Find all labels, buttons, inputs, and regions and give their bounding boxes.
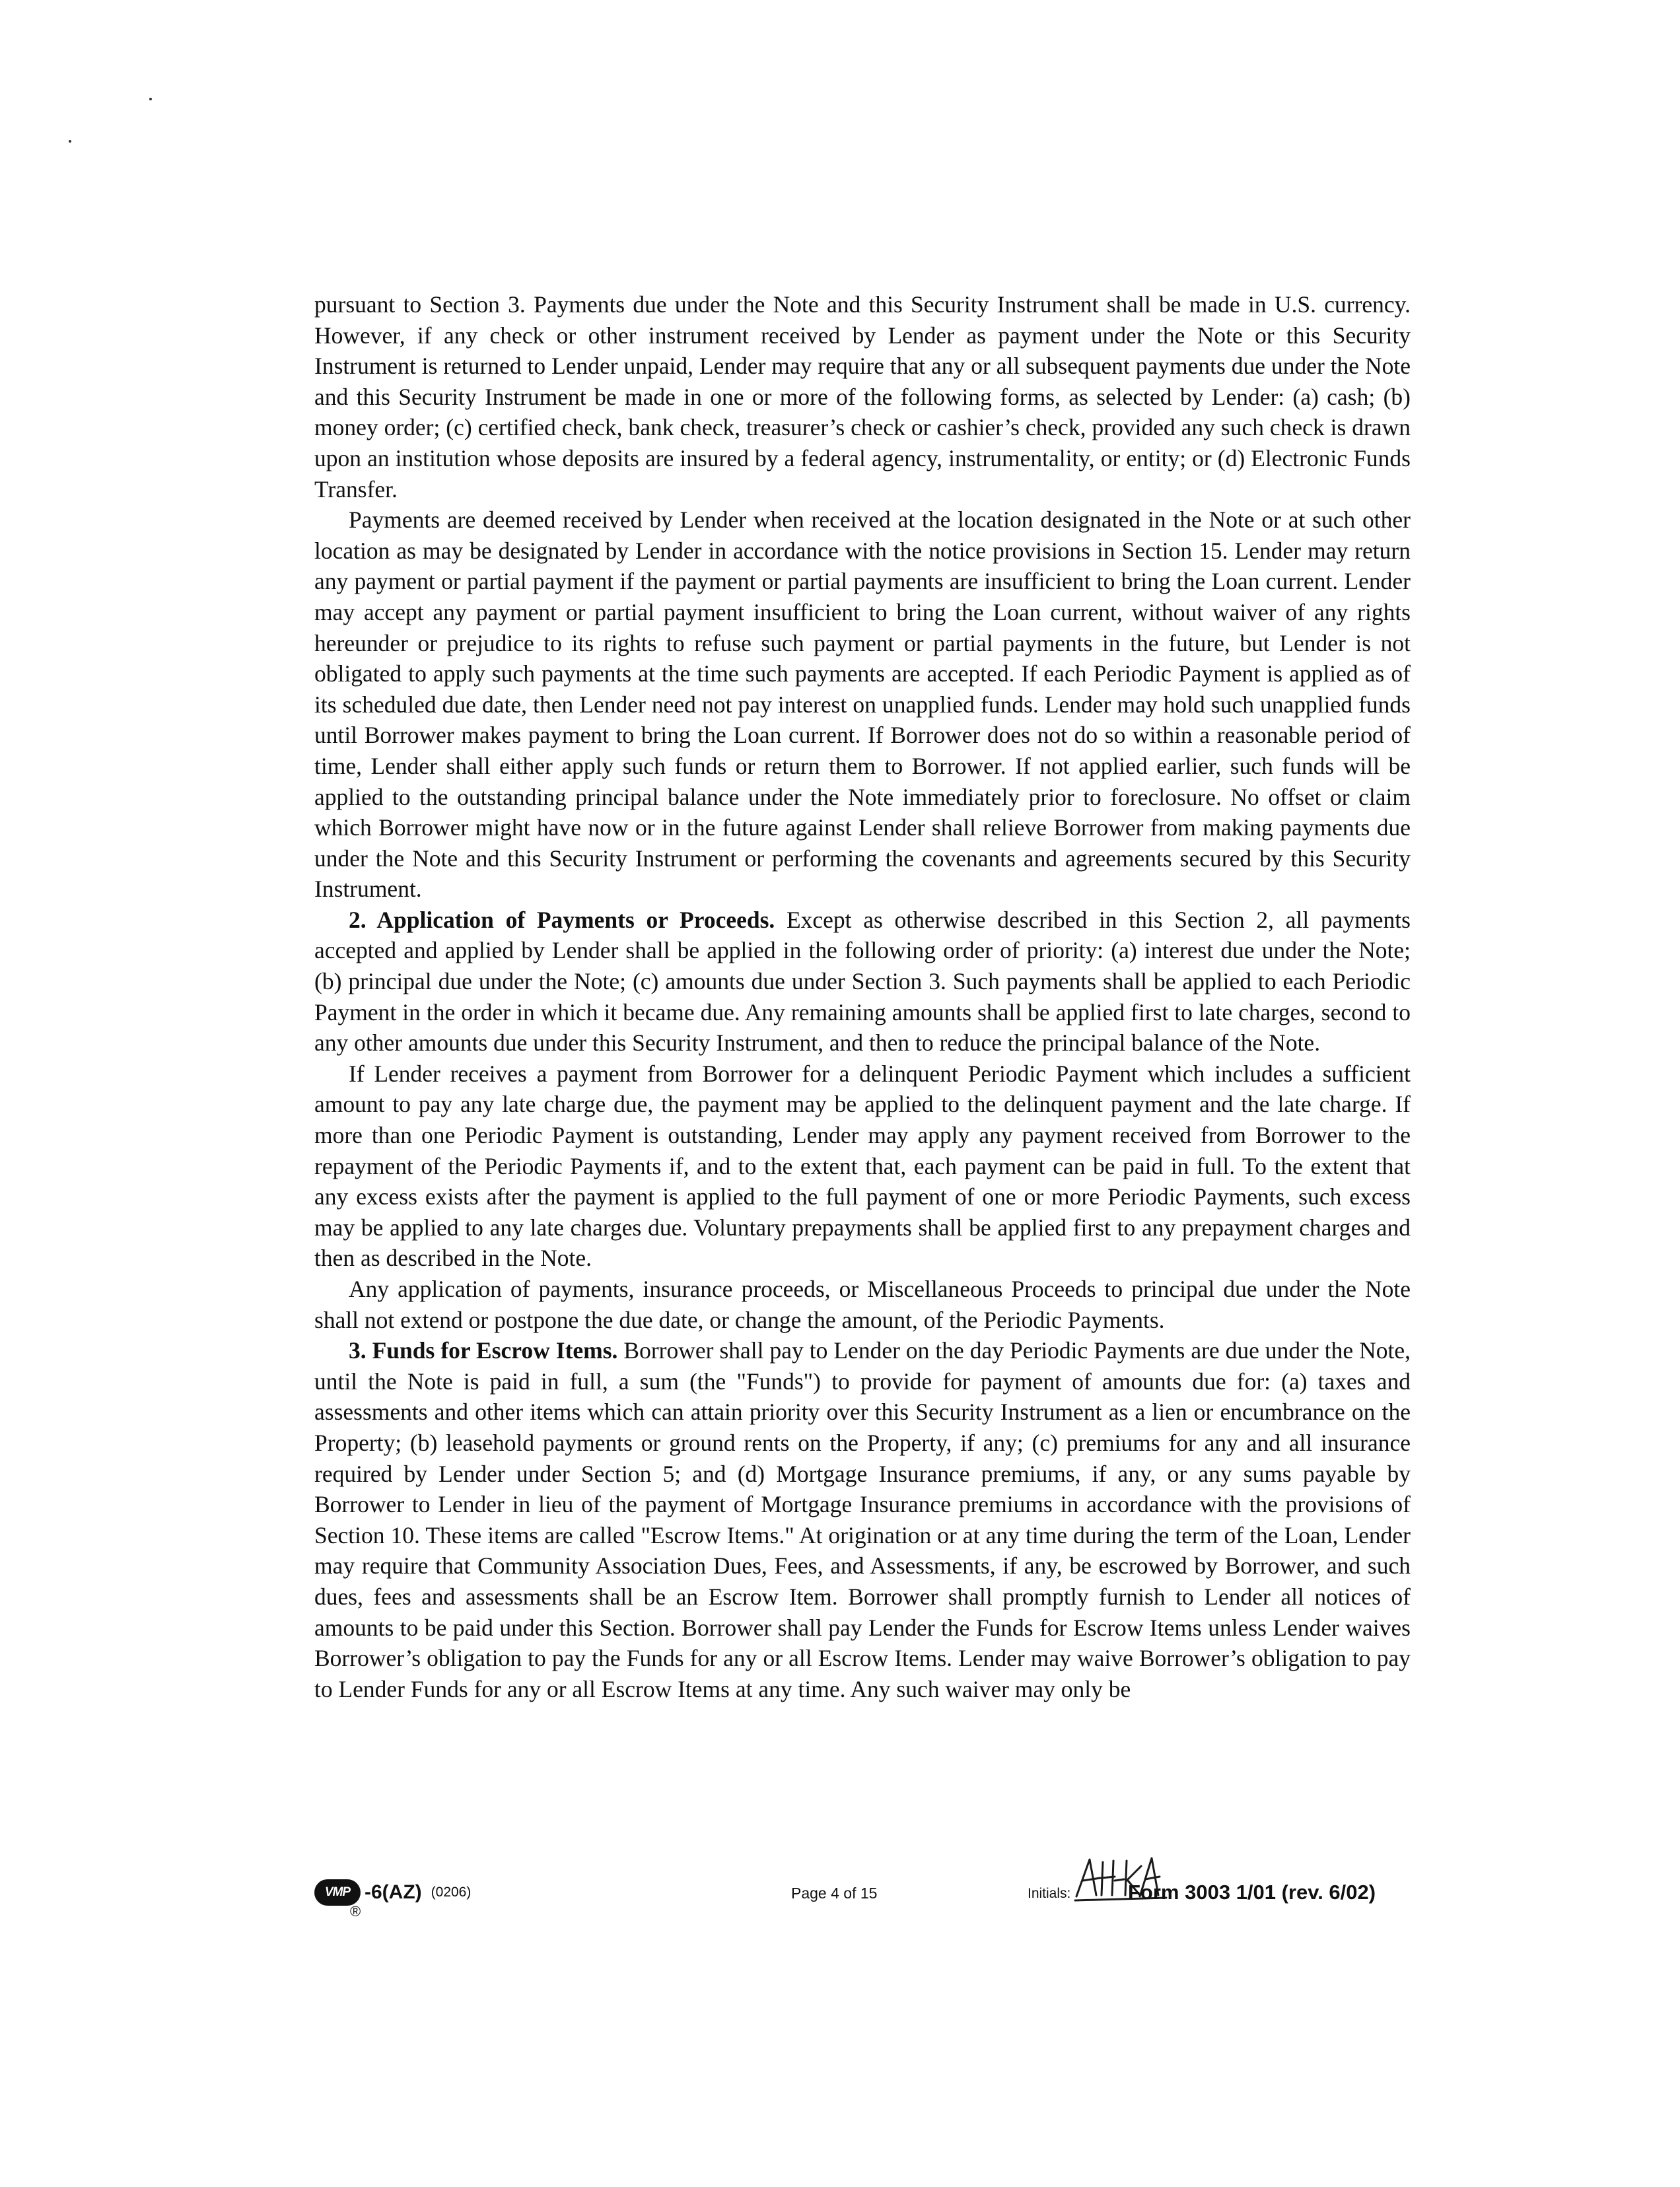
section-heading: 2. Application of Payments or Proceeds. bbox=[349, 906, 775, 933]
paragraph-text: Except as otherwise described in this Section 2, all payments accepted and applied by Lender shall be applied in the following order of priority: (a) interest due under the Note; (b) principal due under the Note; (c) amounts due under Section 3. Such payments shall be applied to each Periodic Payment in the order in which it became due. Any remaining amounts shall be applied first to late charges, second to any other amounts due under this Security Instrument, and then to reduce the principal balance of the Note. bbox=[314, 906, 1411, 1057]
form-number: Form 3003 1/01 (rev. 6/02) bbox=[1128, 1881, 1376, 1904]
paragraph-delinquent-payment bbox=[314, 1059, 1411, 1274]
registered-mark: ® bbox=[350, 1903, 361, 1920]
vmp-logo-text: VMP bbox=[314, 1879, 361, 1906]
vmp-logo-icon bbox=[314, 1879, 361, 1920]
section-heading: 3. Funds for Escrow Items. bbox=[349, 1337, 618, 1364]
document-body bbox=[314, 289, 1411, 1704]
form-code: -6(AZ) bbox=[365, 1881, 422, 1903]
paragraph-continuation bbox=[314, 289, 1411, 504]
scan-speck bbox=[149, 98, 152, 100]
initials-label: Initials: bbox=[1028, 1886, 1071, 1901]
scan-speck bbox=[69, 140, 71, 143]
form-identifier bbox=[314, 1879, 472, 1920]
form-date-code: (0206) bbox=[431, 1885, 472, 1900]
paragraph-text: Payments are deemed received by Lender when received at the location designated in the Note or at such other location as may be designated by Lender in accordance with the notice provisions in Section 15. Lender may return any payment or partial payment if the payment or partial payments are insufficient to bring the Loan current. Lender may accept any payment or partial payment insufficient to bring the Loan current, without waiver of any rights hereunder or prejudice to its rights to refuse such payment or partial payments in the future, but Lender is not obligated to apply such payments at the time such payments are accepted. If each Periodic Payment is applied as of its scheduled due date, then Lender need not pay interest on unapplied funds. Lender may hold such unapplied funds until Borrower makes payment to bring the Loan current. If Borrower does not do so within a reasonable period of time, Lender shall either apply such funds or return them to Borrower. If not applied earlier, such funds will be applied to the outstanding principal balance under the Note immediately prior to foreclosure. No offset or claim which Borrower might have now or in the future against Lender shall relieve Borrower from making payments due under the Note and this Security Instrument or performing the covenants and agreements secured by this Security Instrument. bbox=[314, 506, 1411, 903]
paragraph-text: Borrower shall pay to Lender on the day Periodic Payments are due under the Note, until the Note is paid in full, a sum (the "Funds") to provide for payment of amounts due for: (a) taxes and assessments and other items which can attain priority over this Security Instrument as a lien or encumbrance on the Property; (b) leasehold payments or ground rents on the Property, if any; (c) premiums for any and all insurance required by Lender under Section 5; and (d) Mortgage Insurance premiums, if any, or any sums payable by Borrower to Lender in lieu of the payment of Mortgage Insurance premiums in accordance with the provisions of Section 10. These items are called "Escrow Items." At origination or at any time during the term of the Loan, Lender may require that Community Association Dues, Fees, and Assessments, if any, be escrowed by Borrower, and such dues, fees and assessments shall be an Escrow Item. Borrower shall promptly furnish to Lender all notices of amounts to be paid under this Section. Borrower shall pay Lender the Funds for Escrow Items unless Lender waives Borrower’s obligation to pay the Funds for any or all Escrow Items. Lender may waive Borrower’s obligation to pay to Lender Funds for any or all Escrow Items at any time. Any such waiver may only be bbox=[314, 1337, 1411, 1702]
paragraph-text: If Lender receives a payment from Borrower for a delinquent Periodic Payment which includes a sufficient amount to pay any late charge due, the payment may be applied to the delinquent payment and the late charge. If more than one Periodic Payment is outstanding, Lender may apply any payment received from Borrower to the repayment of the Periodic Payments if, and to the extent that, each payment can be paid in full. To the extent that any excess exists after the payment is applied to the full payment of one or more Periodic Payments, such excess may be applied to any late charges due. Voluntary prepayments shall be applied first to any prepayment charges and then as described in the Note. bbox=[314, 1060, 1411, 1272]
page-number: Page 4 of 15 bbox=[791, 1885, 878, 1902]
paragraph-payments-received bbox=[314, 504, 1411, 905]
page-footer bbox=[314, 1861, 1413, 1920]
paragraph-section-3 bbox=[314, 1335, 1411, 1704]
paragraph-text: Any application of payments, insurance proceeds, or Miscellaneous Proceeds to principal due under the Note shall not extend or postpone the due date, or change the amount, of the Periodic Payments. bbox=[314, 1276, 1411, 1333]
paragraph-application-proceeds bbox=[314, 1274, 1411, 1335]
paragraph-text: pursuant to Section 3. Payments due under the Note and this Security Instrument shall be made in U.S. currency. However, if any check or other instrument received by Lender as payment under the Note or this Security Instrument is returned to Lender unpaid, Lender may require that any or all subsequent payments due under the Note and this Security Instrument be made in one or more of the following forms, as selected by Lender: (a) cash; (b) money order; (c) certified check, bank check, treasurer’s check or cashier’s check, provided any such check is drawn upon an institution whose deposits are insured by a federal agency, instrumentality, or entity; or (d) Electronic Funds Transfer. bbox=[314, 291, 1411, 503]
paragraph-section-2 bbox=[314, 905, 1411, 1059]
